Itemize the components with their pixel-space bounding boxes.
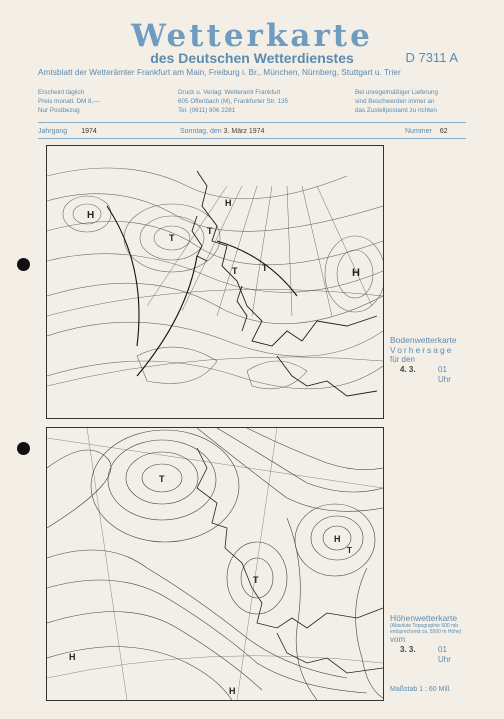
info-complaints [355, 88, 438, 115]
map-symbol-low: T [232, 266, 238, 276]
upper-map-note: entsprechend ca. 5500 m Höhe) [390, 629, 462, 635]
info-publisher [178, 88, 288, 115]
info-line: Druck u. Verlag: Wetteramt Frankfurt [178, 89, 281, 96]
upper-map-caption [390, 613, 462, 664]
newspaper-title: Wetterkarte [131, 18, 373, 54]
surface-weather-map [46, 145, 384, 419]
surface-map-time: 01 Uhr [438, 365, 451, 384]
upper-map-from-label: vom [390, 635, 406, 644]
punch-hole-top [17, 258, 30, 271]
info-line: Erscheint täglich [38, 89, 85, 96]
number-value: 62 [439, 128, 448, 135]
map-symbol-low: T [262, 263, 268, 273]
upper-symbol-high: H [229, 686, 236, 696]
upper-map-date: 3. 3. [400, 645, 416, 654]
info-line: Tel. (0611) 806 2281 [178, 107, 236, 114]
info-line: Bei unregelmäßiger Lieferung [355, 89, 438, 96]
header-rule-top [38, 122, 466, 123]
year-value: 1974 [81, 128, 97, 135]
date-value: 3. März 1974 [223, 128, 265, 135]
surface-map-title: Bodenwetterkarte [390, 335, 457, 345]
upper-symbol-low: T [159, 474, 165, 484]
newspaper-subtitle: des Deutschen Wetterdienstes [150, 50, 354, 66]
punch-hole-bottom [17, 442, 30, 455]
issue-number [405, 128, 448, 135]
info-line: sind Beschwerden immer an [355, 98, 435, 105]
map-symbol-high: H [352, 267, 360, 279]
upper-symbol-high: H [334, 534, 341, 544]
number-label: Nummer [405, 128, 432, 135]
year-label: Jahrgang [38, 128, 68, 135]
upper-map-note: (Absolute Topographie 500 mb [390, 623, 459, 629]
issue-date [180, 128, 264, 135]
info-line: das Zustellpostamt zu richten [355, 107, 437, 114]
map-symbol-high: H [225, 198, 232, 208]
upper-symbol-low: T [253, 575, 259, 585]
upper-air-map [46, 427, 384, 701]
map-symbol-low: T [169, 233, 175, 243]
upper-map-graphic [47, 428, 383, 700]
official-gazette-line: Amtsblatt der Wetterämter Frankfurt am Main, Freiburg i. Br., München, Nürnberg, Stuttgart u. Trier [38, 67, 401, 77]
upper-symbol-low: T [347, 546, 352, 555]
info-line: Nur Postbezug [38, 107, 80, 114]
info-line: 605 Offenbach (M), Frankfurter Str. 135 [178, 98, 289, 105]
surface-map-for-label: für den [390, 355, 415, 364]
upper-map-time: 01 Uhr [438, 645, 451, 664]
map-symbol-high: H [87, 210, 95, 221]
surface-map-graphic [47, 146, 383, 418]
publication-code: D 7311 A [405, 50, 458, 65]
header-rule-bottom [38, 138, 466, 139]
map-symbol-low: T [207, 226, 213, 236]
date-prefix: Sonntag, den [180, 128, 222, 135]
upper-map-title: Höhenwetterkarte [390, 613, 458, 623]
upper-symbol-high: H [69, 652, 76, 662]
info-subscription [38, 88, 100, 115]
issue-year [38, 128, 97, 135]
info-line: Preis monatl. DM 8,— [38, 98, 100, 105]
surface-map-date: 4. 3. [400, 365, 416, 374]
surface-map-caption [390, 335, 457, 384]
map-scale: Maßstab 1 : 60 Mill. [390, 686, 452, 693]
surface-map-subtitle: Vorhersage [390, 345, 454, 355]
